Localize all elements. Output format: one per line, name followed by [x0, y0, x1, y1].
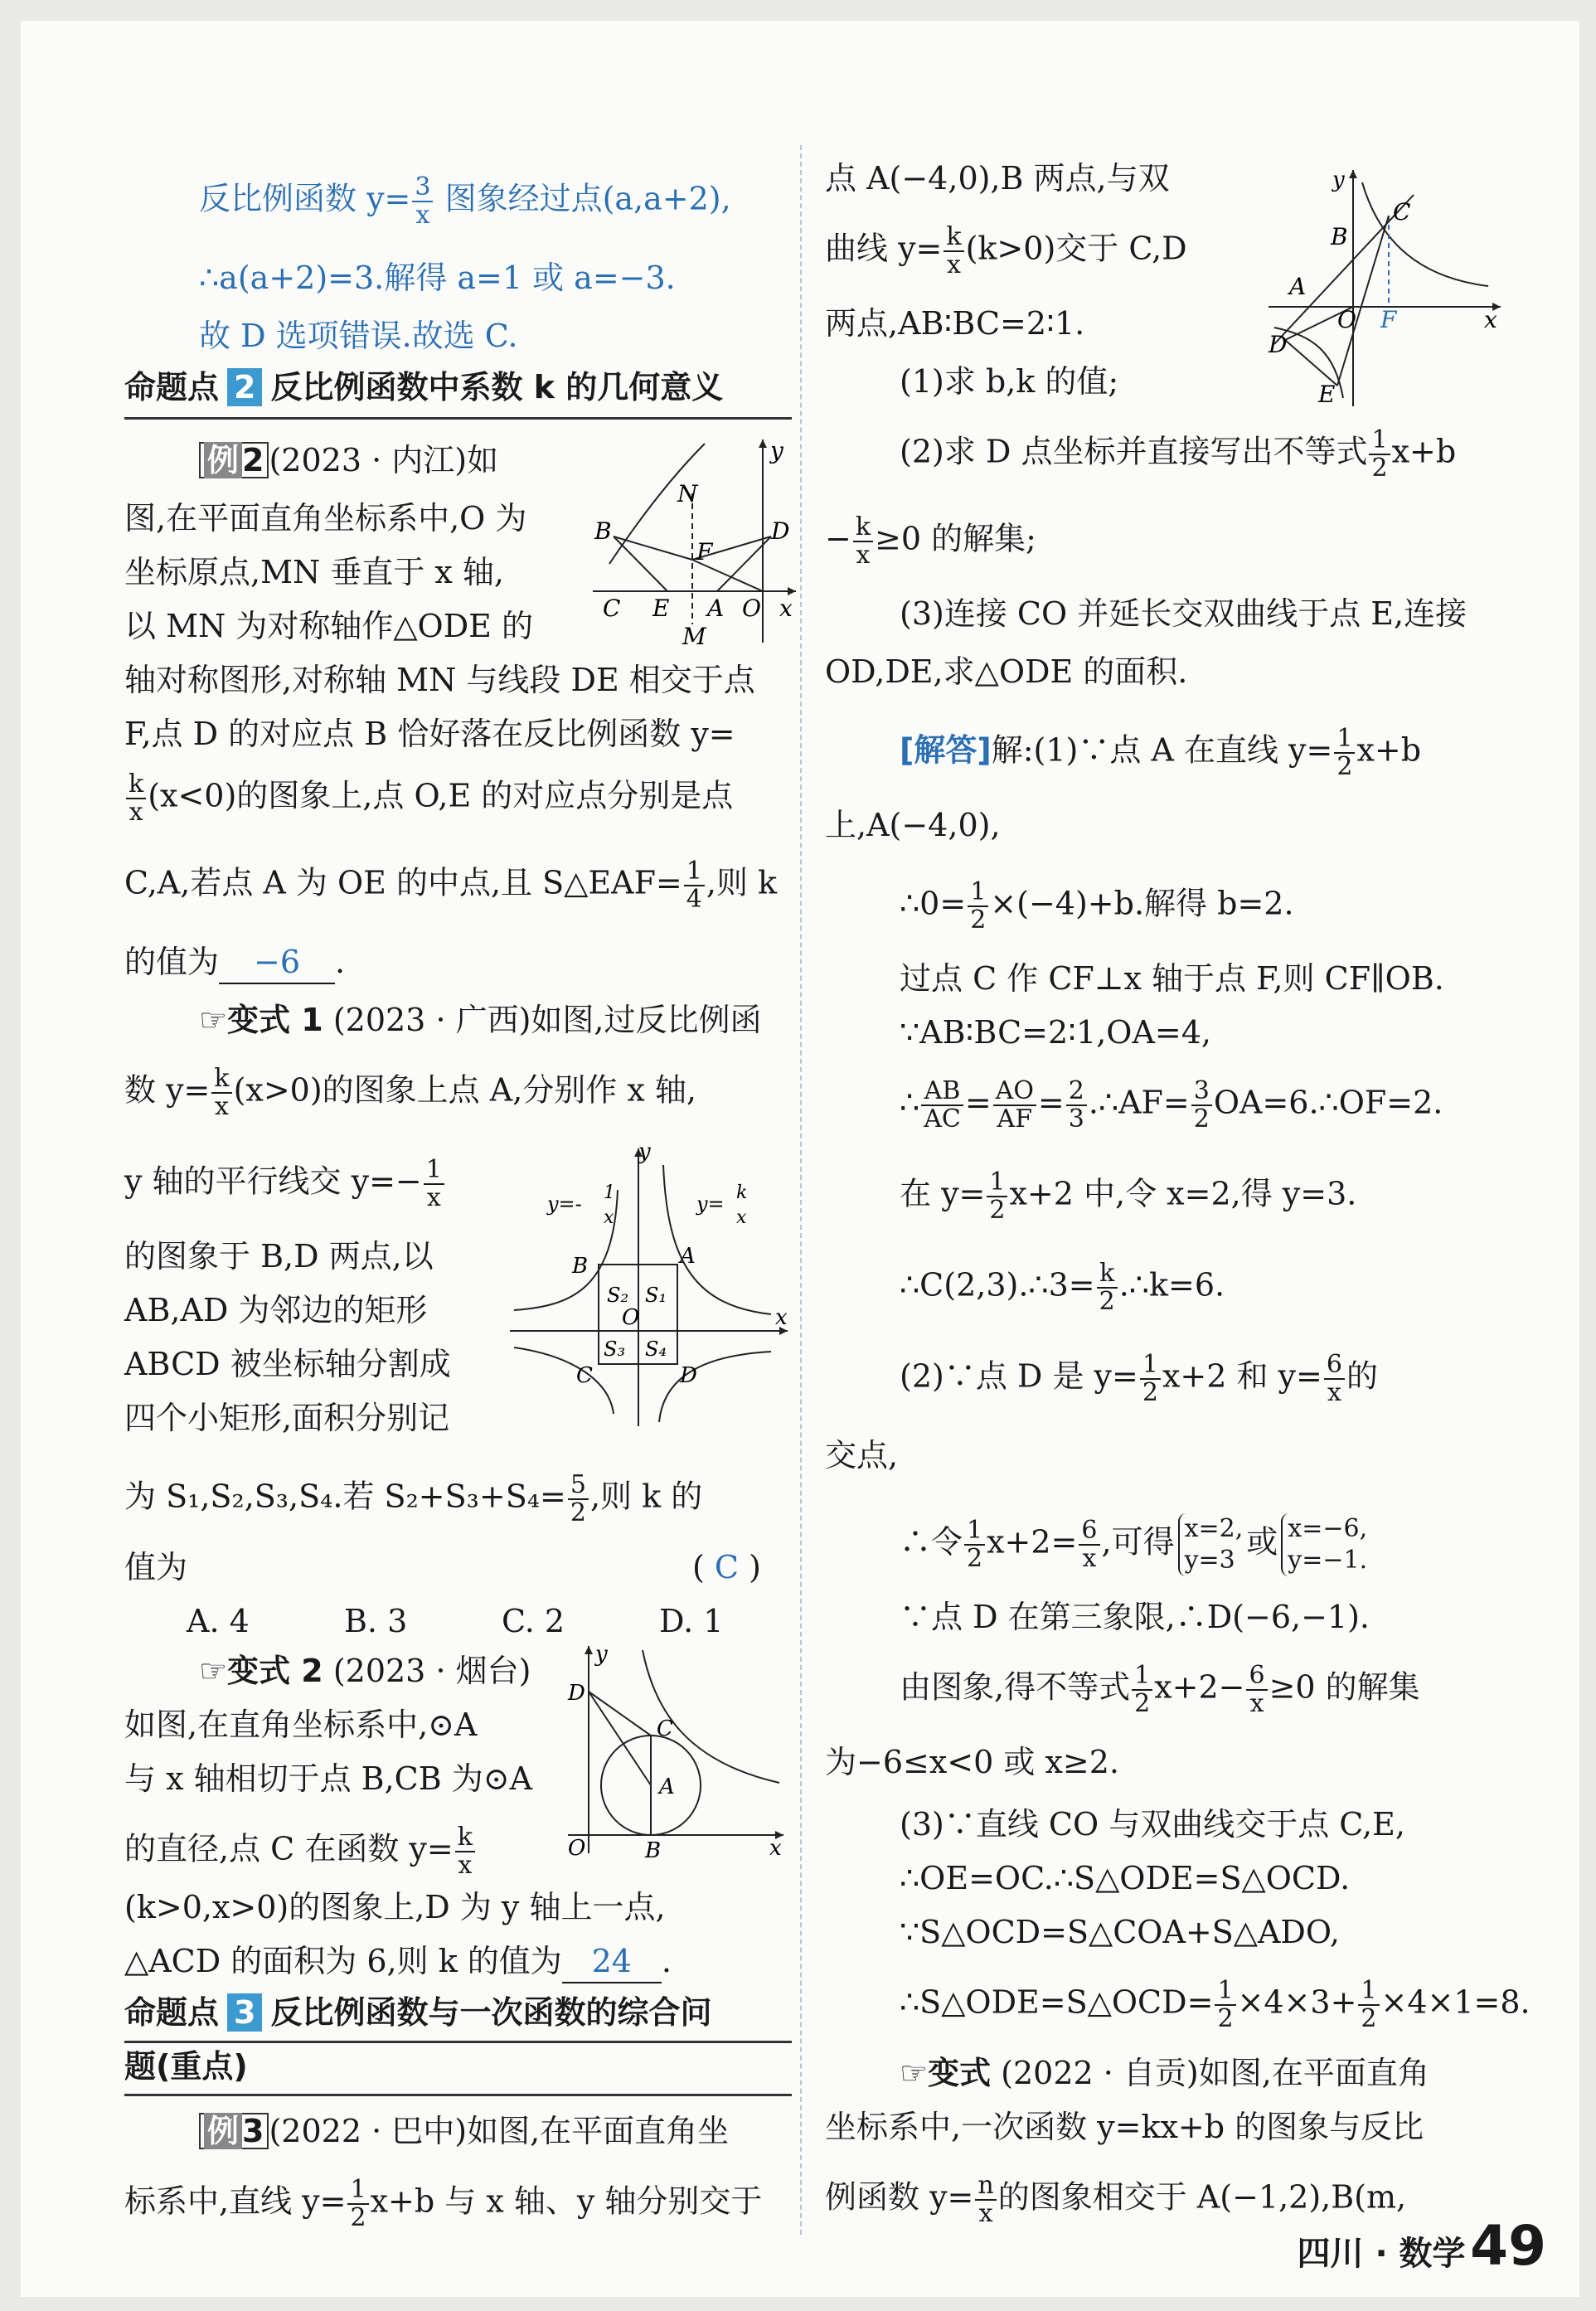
- fig1-label-o: O: [1337, 306, 1356, 333]
- example-2-line-2: 图,在平面直角坐标系中,O 为: [124, 500, 527, 536]
- question-2: (2)求 D 点坐标并直接写出不等式 $\frac{1}{2}$ x+b: [900, 425, 1457, 483]
- example-3-line-2: 标系中,直线 y= $\frac{1}{2}$ x+b 与 x 轴、y 轴分别交于: [124, 2175, 763, 2232]
- fig4-label-o: O: [568, 1836, 586, 1861]
- fig3-label-y: y: [638, 1140, 651, 1164]
- fig1-label-c: C: [1393, 198, 1411, 226]
- solution-4: 过点 C 作 CF⊥x 轴于点 F,则 CF∥OB.: [900, 960, 1444, 997]
- solution-line-1: 反比例函数 y= $\frac{3}{x}$ 图象经过点(a,a+2),: [199, 172, 731, 230]
- example-2-figure: [585, 435, 800, 651]
- variant-2-line-1: ☞变式 2 (2023 · 烟台): [199, 1653, 531, 1689]
- fig2-label-x: x: [779, 595, 793, 622]
- question-3: (3)连接 CO 并延长交双曲线于点 E,连接: [900, 595, 1467, 632]
- fig1-label-x: x: [1484, 306, 1497, 333]
- fig2-label-n: N: [677, 480, 698, 507]
- example-2-line-8: C,A,若点 A 为 OE 的中点,且 S△EAF= $\frac{1}{4}$ ,则 k: [124, 857, 778, 914]
- fig2-label-f: F: [696, 538, 713, 566]
- fig3-label-x2: x: [736, 1207, 747, 1228]
- fig3-label-x: x: [775, 1305, 788, 1330]
- fig1-label-f: F: [1380, 306, 1397, 333]
- page-footer: [1298, 2214, 1546, 2278]
- solution-3: ∴0= $\frac{1}{2}$ ×(−4)+b.解得 b=2.: [900, 877, 1294, 935]
- solution-12: ∵点 D 在第三象限,∴D(−6,−1).: [900, 1599, 1370, 1635]
- variant-1-option-b: B. 3: [344, 1603, 408, 1639]
- fig1-label-e: E: [1318, 381, 1336, 408]
- fig3-label-x1: x: [604, 1207, 614, 1228]
- section-2-rule: [124, 417, 792, 420]
- example-2-line-6: F,点 D 的对应点 B 恰好落在反比例函数 y=: [124, 716, 735, 752]
- example-3-figure: [1264, 162, 1505, 410]
- solution-line-2: ∴a(a+2)=3.解得 a=1 或 a=−3.: [199, 260, 676, 296]
- column-divider: [800, 145, 802, 2235]
- variant-2-line-2: 如图,在直角坐标系中,⊙A: [124, 1707, 478, 1743]
- variant-1-line-9: 值为: [124, 1549, 188, 1585]
- fig3-label-k: k: [736, 1182, 748, 1203]
- fig3-label-c: C: [576, 1363, 593, 1388]
- variant-1-line-4: 的图象于 B,D 两点,以: [124, 1238, 434, 1274]
- variant-1-line-5: AB,AD 为邻边的矩形: [124, 1292, 428, 1328]
- example-3-right-line-2: 曲线 y= $\frac{k}{x}$ (k>0)交于 C,D: [825, 222, 1187, 279]
- example-3-line-1: 例 3 (2022 · 巴中)如图,在平面直角坐: [199, 2110, 729, 2152]
- fig3-label-one: 1: [604, 1182, 615, 1203]
- variant-2-line-3: 与 x 轴相切于点 B,CB 为⊙A: [124, 1760, 533, 1797]
- example-2-line-9: 的值为 −6 .: [124, 941, 345, 984]
- fig3-label-o: O: [622, 1305, 640, 1330]
- variant-2-answer: 24: [562, 1940, 662, 1983]
- solution-15: (3)∵直线 CO 与双曲线交于点 C,E,: [900, 1806, 1405, 1842]
- variant-1-figure: [506, 1140, 792, 1430]
- example-3-tag: 例 3: [199, 2113, 269, 2149]
- solution-1: [解答]解:(1)∵点 A 在直线 y= $\frac{1}{2}$ x+b: [900, 724, 1422, 781]
- footer-subject: 四川 · 数学: [1297, 2235, 1466, 2273]
- variant-3-line-3: 例函数 y= $\frac{n}{x}$ 的图象相交于 A(−1,2),B(m,: [825, 2171, 1407, 2228]
- example-2-line-3: 坐标原点,MN 垂直于 x 轴,: [124, 554, 504, 590]
- page: [21, 21, 1579, 2297]
- example-2-line-7: $\frac{k}{x}$ (x<0)的图象上,点 O,E 的对应点分别是点: [124, 771, 733, 826]
- fig4-label-y: y: [595, 1642, 608, 1667]
- section-3-rule-2: [124, 2094, 792, 2096]
- solution-18: ∴S△ODE=S△OCD= $\frac{1}{2}$ ×4×3+ $\frac{1}{2}$ ×4×1=8.: [900, 1976, 1531, 2033]
- fig2-label-b: B: [594, 517, 612, 545]
- variant-1-option-a: A. 4: [187, 1603, 250, 1639]
- fig4-label-d: D: [568, 1681, 585, 1706]
- fig1-label-d: D: [1269, 331, 1288, 358]
- variant-1-line-8: 为 S₁,S₂,S₃,S₄.若 S₂+S₃+S₄= $\frac{5}{2}$ ,则 k 的: [124, 1470, 703, 1527]
- fig1-label-y: y: [1332, 167, 1345, 192]
- solution-6: ∴ $\frac{AB}{AC}$ = $\frac{AO}{AF}$ = $\frac{2}{3}$ .∴AF= $\frac{3}{2}$ OA=6.∴OF=2.: [900, 1076, 1443, 1134]
- solution-11: ∴令 $\frac{1}{2}$ x+2= $\frac{6}{x}$ ,可得 x=2, y=3 或 x=−6, y=−1.: [900, 1514, 1368, 1575]
- fig1-label-a: A: [1289, 273, 1307, 300]
- question-2-cont: − $\frac{k}{x}$ ≥0 的解集;: [825, 512, 1036, 570]
- fig3-label-s4: S₄: [645, 1338, 667, 1361]
- question-3-cont: OD,DE,求△ODE 的面积.: [825, 653, 1188, 690]
- solution-10: 交点,: [825, 1437, 899, 1474]
- section-3-rule: [124, 2041, 792, 2043]
- variant-1-line-7: 四个小矩形,面积分别记: [124, 1400, 450, 1436]
- variant-1-option-d: D. 1: [659, 1603, 724, 1639]
- example-2-line-1: 例 2 (2023 · 内江)如: [199, 439, 498, 481]
- fig3-label-d: D: [680, 1363, 697, 1388]
- variant-1-line-2: 数 y= $\frac{k}{x}$ (x>0)的图象上点 A,分别作 x 轴,: [124, 1064, 696, 1121]
- fig2-label-y: y: [770, 437, 783, 464]
- example-3-right-line-3: 两点,AB∶BC=2∶1.: [825, 305, 1085, 342]
- example-2-line-5: 轴对称图形,对称轴 MN 与线段 DE 相交于点: [124, 662, 755, 698]
- fig2-label-c: C: [603, 595, 621, 622]
- fig3-label-s3: S₃: [604, 1338, 626, 1361]
- variant-3-line-1: ☞变式 (2022 · 自贡)如图,在平面直角: [900, 2055, 1429, 2091]
- fig3-label-b: B: [572, 1254, 589, 1279]
- fig2-label-a: A: [707, 595, 725, 622]
- solution-13: 由图象,得不等式 $\frac{1}{2}$ x+2− $\frac{6}{x}$ ≥0 的解集: [900, 1661, 1420, 1718]
- fig2-label-m: M: [682, 623, 706, 650]
- fig3-label-ypos: y=: [696, 1192, 725, 1216]
- variant-2-line-5: (k>0,x>0)的图象上,D 为 y 轴上一点,: [124, 1889, 666, 1925]
- solution-16: ∴OE=OC.∴S△ODE=S△OCD.: [900, 1860, 1351, 1896]
- solution-2: 上,A(−4,0),: [825, 807, 1001, 843]
- fig4-label-x: x: [769, 1836, 782, 1861]
- page-number: 49: [1470, 2214, 1546, 2278]
- variant-1-line-6: ABCD 被坐标轴分割成: [124, 1346, 451, 1382]
- solution-14: 为−6≤x<0 或 x≥2.: [825, 1744, 1119, 1780]
- fig4-label-a: A: [659, 1775, 675, 1799]
- section-2-heading: 命题点 2 反比例函数中系数 k 的几何意义: [124, 369, 724, 405]
- solution-9: (2)∵点 D 是 y= $\frac{1}{2}$ x+2 和 y= $\frac{6}{x}$ 的: [900, 1350, 1378, 1407]
- section-3-heading: 命题点 3 反比例函数与一次函数的综合问: [124, 1994, 712, 2031]
- example-2-tag: 例 2: [199, 442, 269, 478]
- solution-7: 在 y= $\frac{1}{2}$ x+2 中,令 x=2,得 y=3.: [900, 1168, 1357, 1225]
- example-2-line-4: 以 MN 为对称轴作△ODE 的: [124, 608, 533, 644]
- fig2-label-d: D: [771, 517, 790, 545]
- example-2-answer: −6: [219, 941, 335, 984]
- solution-8: ∴C(2,3).∴3= $\frac{k}{2}$ .∴k=6.: [900, 1259, 1225, 1316]
- fig3-label-a: A: [680, 1244, 696, 1269]
- fig3-label-s2: S₂: [607, 1284, 629, 1307]
- solution-line-3: 故 D 选项错误.故选 C.: [199, 318, 518, 354]
- example-3-right-line-1: 点 A(−4,0),B 两点,与双: [825, 160, 1170, 197]
- solution-5: ∵AB∶BC=2∶1,OA=4,: [900, 1014, 1211, 1051]
- variant-1-option-c: C. 2: [502, 1603, 565, 1639]
- variant-1-answer: ( C ): [692, 1549, 761, 1585]
- fig2-label-e: E: [652, 595, 670, 622]
- question-1: (1)求 b,k 的值;: [900, 363, 1119, 400]
- fig2-label-o: O: [742, 595, 761, 622]
- variant-2-line-4: 的直径,点 C 在函数 y= $\frac{k}{x}$: [124, 1824, 477, 1879]
- variant-1-line-1: ☞变式 1 (2023 · 广西)如图,过反比例函: [199, 1002, 762, 1038]
- fig4-label-c: C: [657, 1716, 673, 1741]
- fig3-label-yneg: y=-: [547, 1192, 582, 1216]
- variant-2-line-6: △ACD 的面积为 6,则 k 的值为 24 .: [124, 1940, 672, 1983]
- fig4-label-b: B: [645, 1838, 662, 1862]
- fig1-label-b: B: [1331, 223, 1348, 250]
- variant-1-line-3: y 轴的平行线交 y=− $\frac{1}{x}$: [124, 1157, 446, 1211]
- section-3-heading-2: 题(重点): [124, 2048, 248, 2085]
- variant-3-line-2: 坐标系中,一次函数 y=kx+b 的图象与反比: [825, 2109, 1424, 2145]
- variant-2-figure: [564, 1638, 792, 1862]
- solution-17: ∵S△OCD=S△COA+S△ADO,: [900, 1914, 1340, 1950]
- fig3-label-s1: S₁: [645, 1284, 667, 1307]
